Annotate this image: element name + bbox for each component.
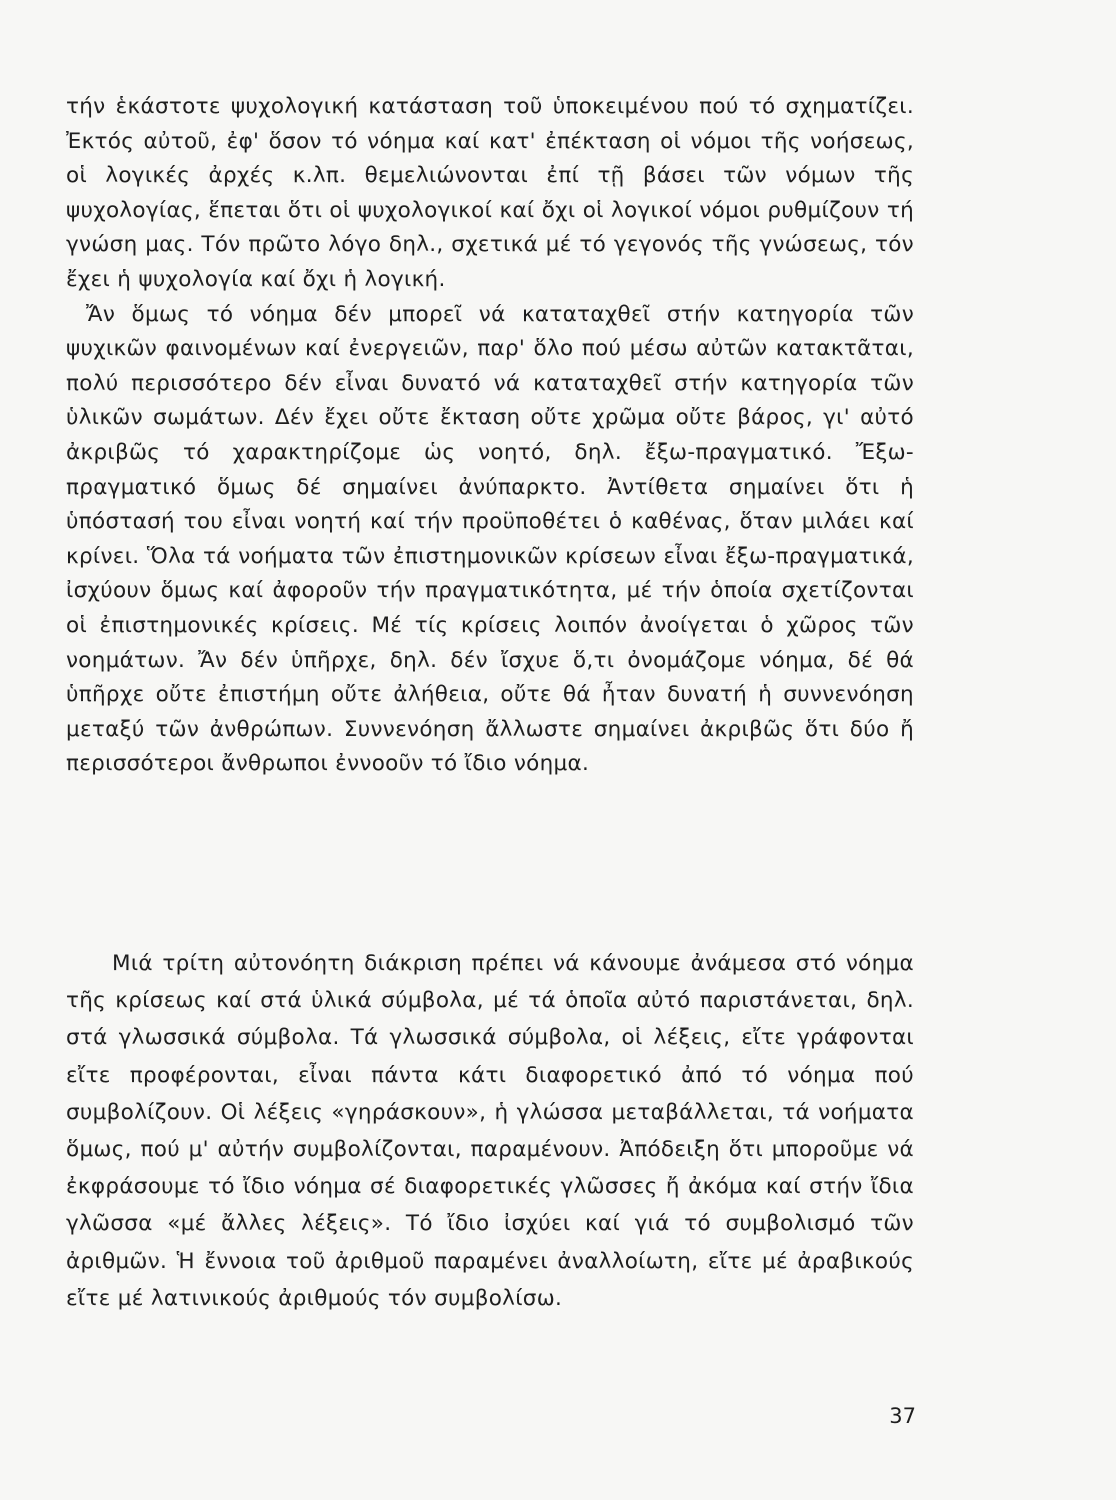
paragraph-third-distinction: Μιά τρίτη αὐτονόητη διάκριση πρέπει νά κάνουμε ἀνάμεσα στό νόημα τῆς κρίσεως καί στά ὑλικά σύμβολα, μέ τά ὁποῖα αὐτό παριστάνεται, δηλ. στά γλωσσικά σύμβολα. Τά γλωσσικά σύμβολα, οἱ λέξεις, εἴτε γράφονται εἴτε προφέρονται, εἶναι πάντα κάτι διαφορετικό ἀπό τό νόημα πού συμβολίζουν. Οἱ λέξεις «γηράσκουν», ἡ γλώσσα μεταβάλλεται, τά νοήματα ὅμως, πού μ' αὐτήν συμβολίζονται, παραμένουν. Ἀπόδειξη ὅτι μποροῦμε νά ἐκφράσουμε τό ἴδιο νόημα σέ διαφορετικές γλῶσσες ἤ ἀκόμα καί στήν ἴδια γλῶσσα «μέ ἄλλες λέξεις». Τό ἴδιο ἰσχύει καί γιά τό συμβολισμό τῶν ἀριθμῶν. Ἡ ἔννοια τοῦ ἀριθμοῦ παραμένει ἀναλλοίωτη, εἴτε μέ ἀραβικούς εἴτε μέ λατινικούς ἀριθμούς τόν συμβολίσω. <box>66 951 914 1311</box>
paragraph-meaning-category: Ἄν ὅμως τό νόημα δέν μπορεῖ νά καταταχθεῖ στήν κατηγορία τῶν ψυχικῶν φαινομένων καί ἐνεργειῶν, παρ' ὅλο πού μέσω αὐτῶν κατακτᾶται, πολύ περισσότερο δέν εἶναι δυνατό νά καταταχθεῖ στήν κατηγορία τῶν ὑλικῶν σωμάτων. Δέν ἔχει οὔτε ἔκταση οὔτε χρῶμα οὔτε βάρος, γι' αὐτό ἀκριβῶς τό χαρακτηρίζομε ὡς νοητό, δηλ. ἔξω-πραγματικό. Ἔξω-πραγματικό ὅμως δέ σημαίνει ἀνύπαρκτο. Ἀντίθετα σημαίνει ὅτι ἡ ὑπόστασή του εἶναι νοητή καί τήν προϋποθέτει ὁ καθένας, ὅταν μιλάει καί κρίνει. Ὅλα τά νοήματα τῶν ἐπιστημονικῶν κρίσεων εἶναι ἔξω-πραγματικά, ἰσχύουν ὅμως καί ἀφοροῦν τήν πραγματικότητα, μέ τήν ὁποία σχετίζονται οἱ ἐπιστημονικές κρίσεις. Μέ τίς κρίσεις λοιπόν ἀνοίγεται ὁ χῶρος τῶν νοημάτων. Ἄν δέν ὑπῆρχε, δηλ. δέν ἴσχυε ὅ,τι ὀνομάζομε νόημα, δέ θά ὑπῆρχε οὔτε ἐπιστήμη οὔτε ἀλήθεια, οὔτε θά ἦταν δυνατή ἡ συννενόηση μεταξύ τῶν ἀνθρώπων. Συννενόηση ἄλλωστε σημαίνει ἀκριβῶς ὅτι δύο ἤ περισσότεροι ἄνθρωποι ἐννοοῦν τό ἴδιο νόημα. <box>66 301 914 777</box>
text-block-top <box>66 90 914 782</box>
paragraph-continuation: τήν ἑκάστοτε ψυχολογική κατάσταση τοῦ ὑποκειμένου πού τό σχηματίζει. Ἐκτός αὐτοῦ, ἐφ' ὅσον τό νόημα καί κατ' ἐπέκταση οἱ νόμοι τῆς νοήσεως, οἱ λογικές ἀρχές κ.λπ. θεμελιώνονται ἐπί τῇ βάσει τῶν νόμων τῆς ψυχολογίας, ἕπεται ὅτι οἱ ψυχολογικοί καί ὄχι οἱ λογικοί νόμοι ρυθμίζουν τή γνώση μας. Τόν πρῶτο λόγο δηλ., σχετικά μέ τό γεγονός τῆς γνώσεως, τόν ἔχει ἡ ψυχολογία καί ὄχι ἡ λογική. <box>66 94 914 292</box>
page-number: 37 <box>889 1404 916 1428</box>
text-block-bottom <box>66 945 914 1317</box>
